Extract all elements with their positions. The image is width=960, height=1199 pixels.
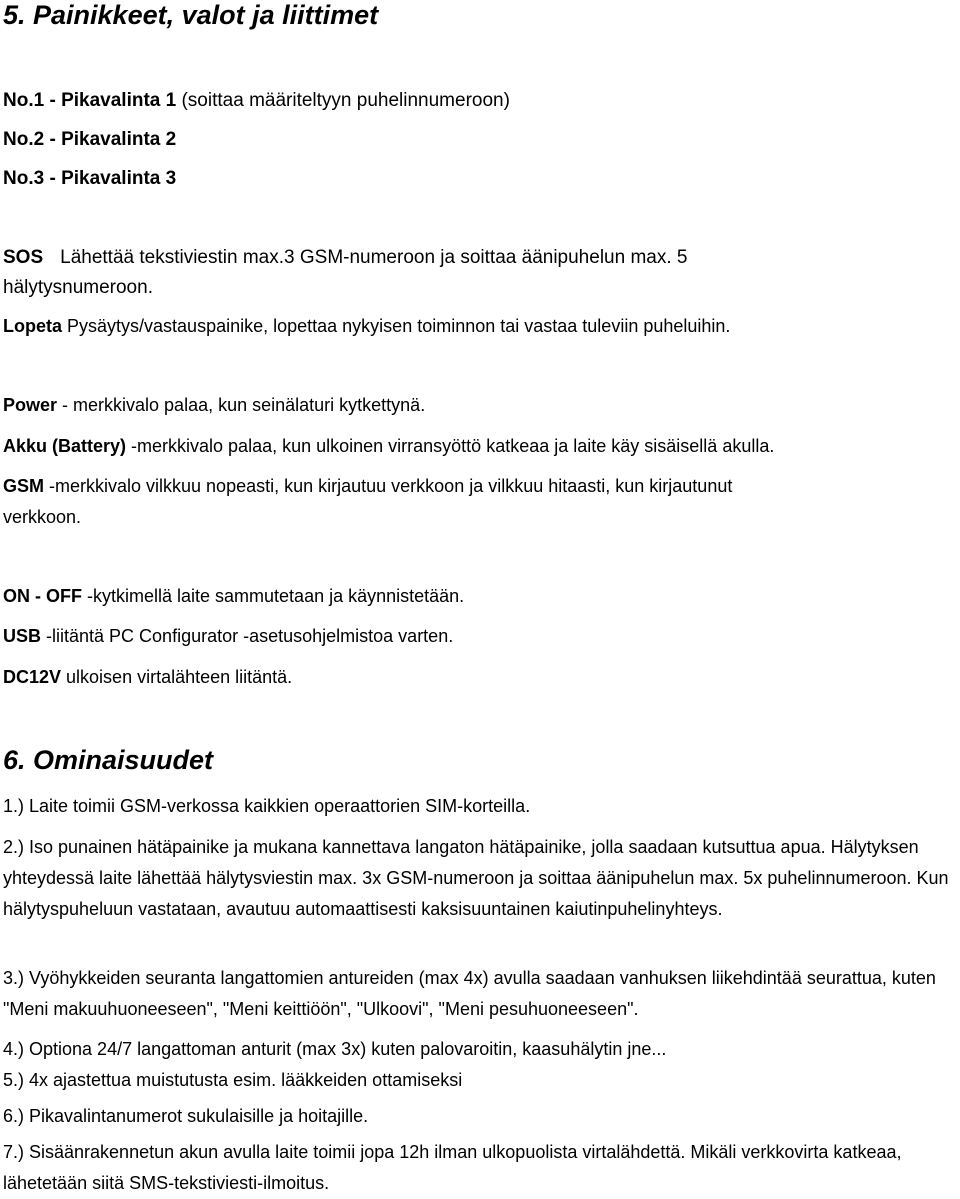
quick-dial-2 [3, 126, 958, 153]
onoff-text: -kytkimellä laite sammutetaan ja käynnistetään. [82, 586, 465, 606]
sos-text: Lähettää tekstiviestin max.3 GSM-numeroon ja soittaa äänipuhelun max. 5 [60, 247, 688, 268]
quick-dial-1-note: (soittaa määriteltyyn puhelinnumeroon) [176, 90, 510, 111]
akku-line [3, 433, 958, 460]
usb-text: -liitäntä PC Configurator -asetusohjelmistoa varten. [41, 626, 454, 646]
feature-item-6: 6.) Pikavalintanumerot sukulaisille ja hoitajille. [3, 1106, 369, 1126]
feature-item-2: 2.) Iso punainen hätäpainike ja mukana kannettava langaton hätäpainike, jolla saadaan kutsuttua apua. Hälytyksen yhteydessä laite lähettää hälytysviestin max. 3x GSM-numeroon ja soittaa äänipuhelun max. 5x puhelinnumeroon. Kun hälytyspuheluun vastataan, avautuu automaattisesti kaksisuuntainen kaiutinpuhelinyhteys. [3, 837, 949, 919]
sos-key: SOS [3, 247, 44, 268]
usb-line [3, 623, 958, 650]
power-key: Power [3, 395, 58, 415]
quick-dial-1 [3, 87, 958, 114]
akku-text: -merkkivalo palaa, kun ulkoinen virransyöttö katkeaa ja laite käy sisäisellä akulla. [126, 436, 775, 456]
dc-text: ulkoisen virtalähteen liitäntä. [61, 667, 293, 687]
quick-dial-1-text: - Pikavalinta 1 [44, 90, 177, 111]
lopeta-key: Lopeta [3, 316, 63, 336]
sos-line [3, 244, 958, 271]
quick-dial-1-key: No.1 [3, 90, 45, 111]
lopeta-text: Pysäytys/vastauspainike, lopettaa nykyisen toiminnon tai vastaa tuleviin puheluihin. [62, 316, 731, 336]
gsm-key: GSM [3, 476, 45, 496]
feature-item-5: 5.) 4x ajastettua muistutusta esim. lääkkeiden ottamiseksi [3, 1070, 463, 1090]
gsm-line-cont: verkkoon. [3, 507, 82, 527]
gsm-line [3, 473, 958, 500]
quick-dial-3-key: No.3 [3, 168, 45, 189]
feature-item-3: 3.) Vyöhykkeiden seuranta langattomien antureiden (max 4x) avulla saadaan vanhuksen liikehdintää seurattua, kuten "Meni makuuhuoneeseen", "Meni keittiöön", "Ulkoovi", "Meni pesuhuoneeseen". [3, 968, 936, 1019]
section-5-heading: 5. Painikkeet, valot ja liittimet [3, 0, 379, 30]
power-text: - merkkivalo palaa, kun seinälaturi kytkettynä. [57, 395, 426, 415]
section-6-heading: 6. Ominaisuudet [3, 745, 214, 775]
akku-key: Akku (Battery) [3, 436, 127, 456]
onoff-key: ON - OFF [3, 586, 82, 606]
power-line [3, 392, 958, 419]
quick-dial-3 [3, 165, 958, 192]
feature-item-4: 4.) Optiona 24/7 langattoman anturit (max 3x) kuten palovaroitin, kaasuhälytin jne... [3, 1039, 667, 1059]
sos-line-cont: hälytysnumeroon. [3, 277, 153, 298]
quick-dial-2-text: - Pikavalinta 2 [44, 129, 177, 150]
feature-item-7: 7.) Sisäänrakennetun akun avulla laite toimii jopa 12h ilman ulkopuolista virtalähdettä. Mikäli verkkovirta katkeaa, lähetetään siitä SMS-tekstiviesti-ilmoitus. [3, 1142, 902, 1193]
dc-line [3, 664, 958, 691]
dc-key: DC12V [3, 667, 62, 687]
lopeta-line [3, 313, 958, 340]
quick-dial-3-text: - Pikavalinta 3 [44, 168, 177, 189]
feature-item-1: 1.) Laite toimii GSM-verkossa kaikkien operaattorien SIM-korteilla. [3, 796, 531, 816]
onoff-line [3, 583, 958, 610]
quick-dial-2-key: No.2 [3, 129, 45, 150]
gsm-text: -merkkivalo vilkkuu nopeasti, kun kirjautuu verkkoon ja vilkkuu hitaasti, kun kirjautunut [44, 476, 733, 496]
usb-key: USB [3, 626, 42, 646]
